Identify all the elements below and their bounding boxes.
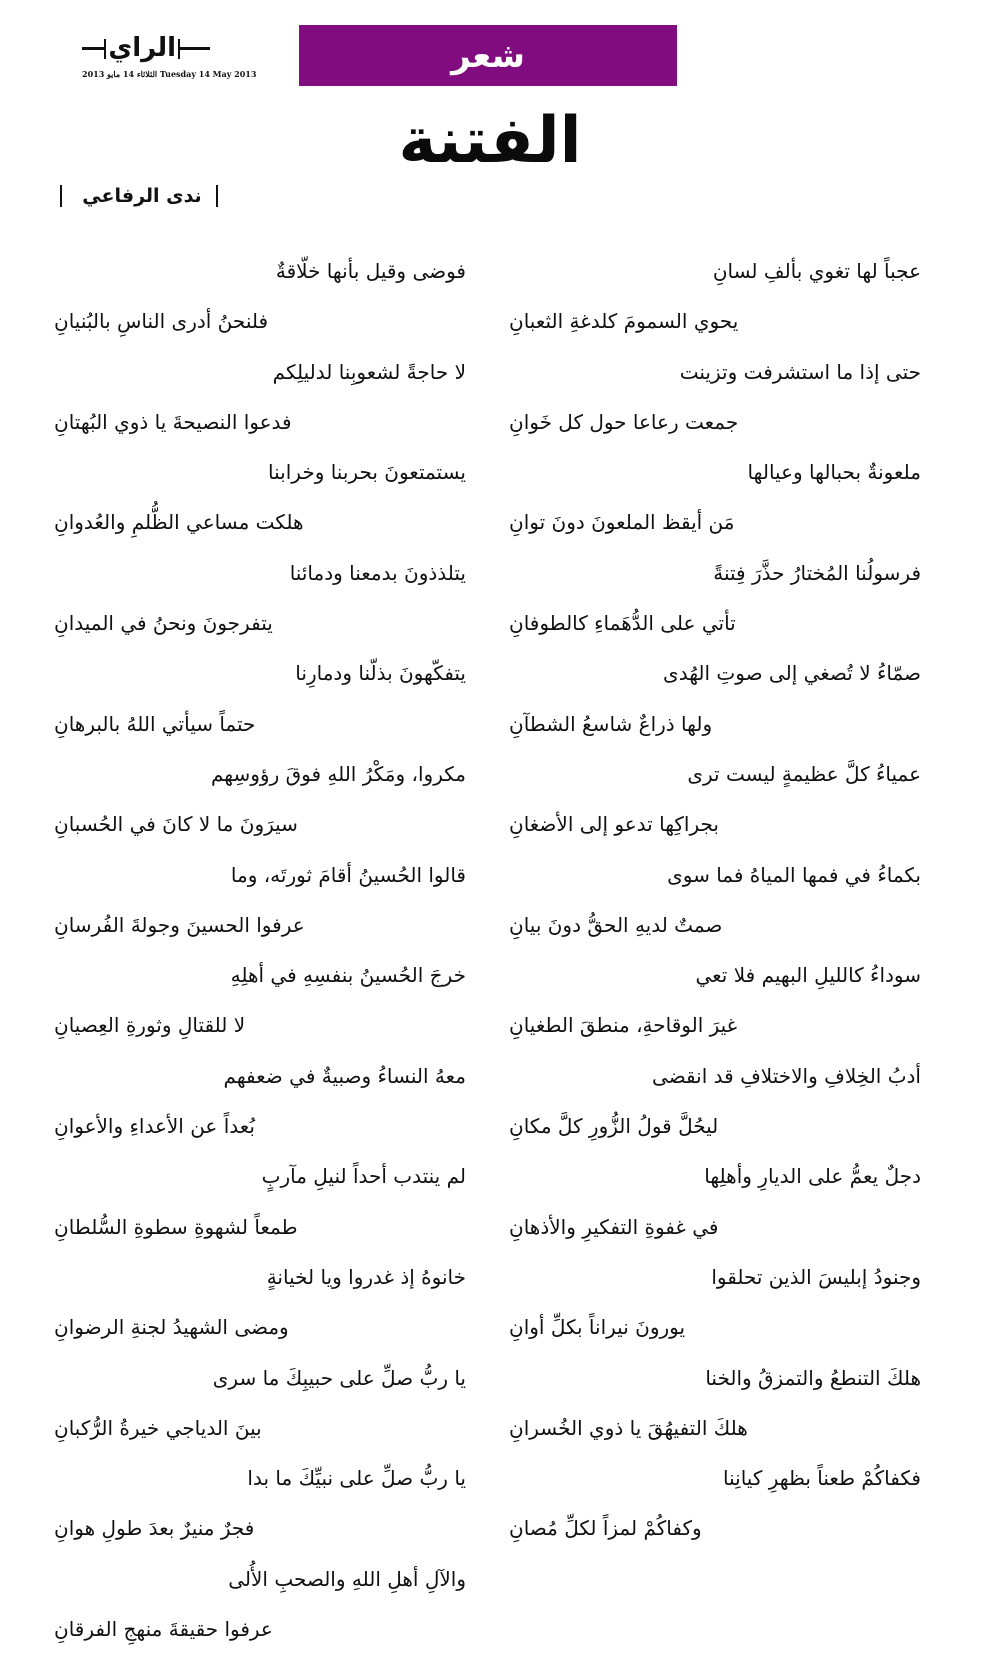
verse-line: لا حاجةً لشعوبِنا لدليلِكم <box>272 359 466 384</box>
author-name: ندى الرفاعي <box>82 185 202 207</box>
verse-line: خانوهُ إذ غدروا ويا لخيانةٍ <box>266 1264 466 1289</box>
byline-bar-right <box>216 185 218 207</box>
masthead-rule-right <box>180 47 210 50</box>
verse-line: بينَ الدياجي خيرةُ الرُّكبانِ <box>54 1415 262 1440</box>
verse-line: بُعداً عن الأعداءِ والأعوانِ <box>54 1114 255 1139</box>
verse-line: خرجَ الحُسينُ بنفسِهِ في أهلِهِ <box>230 963 466 988</box>
section-banner: شعر <box>299 25 677 86</box>
verse-line: يورونَ نيراناً بكلِّ أوانِ <box>509 1315 686 1340</box>
verse-line: قالوا الحُسينُ أقامَ ثورتَه، وما <box>230 862 466 887</box>
verse-line: يتفكّهونَ بذلّنا ودمارِنا <box>295 661 466 686</box>
verse-line: هلكت مساعي الظُّلمِ والعُدوانِ <box>54 510 304 535</box>
verse-line: لا للقتالِ وثورةِ العِصيانِ <box>54 1013 246 1038</box>
verse-line: فجرٌ منيرٌ بعدَ طولِ هوانِ <box>54 1516 255 1541</box>
verse-line: فرسولُنا المُختارُ حذَّرَ فِتنةً <box>713 560 921 585</box>
verse-line: عمياءُ كلَّ عظيمةٍ ليست ترى <box>687 761 921 786</box>
verse-line: ولها ذراعٌ شاسعُ الشطآنِ <box>509 711 713 736</box>
verse-line: يا ربُّ صلِّ على نبيِّكَ ما بدا <box>247 1466 466 1491</box>
verse-line: فكفاكُمْ طعناً بظهرِ كيانِنا <box>723 1466 921 1491</box>
verse-line: فوضى وقيل بأنها خلّاقةٌ <box>275 259 466 283</box>
verse-line: فدعوا النصيحةَ يا ذوي البُهتانِ <box>54 409 292 434</box>
verse-line: عرفوا الحسينَ وجولةَ الفُرسانِ <box>54 912 305 937</box>
byline-bar-left <box>60 185 62 207</box>
verse-line: بجراكِها تدعو إلى الأضغانِ <box>509 812 719 837</box>
verse-line: عجباً لها تغوي بألفِ لسانِ <box>712 259 921 283</box>
verse-line: أدبُ الخِلافِ والاختلافِ قد انقضى <box>652 1063 921 1088</box>
verse-line: صمّاءُ لا تُصغي إلى صوتِ الهُدى <box>663 661 921 686</box>
poem-column-right <box>505 246 925 1554</box>
verse-line: مَن أيقظ الملعونَ دونَ توانِ <box>509 510 735 535</box>
verse-line: بكماءُ في فمها المياهُ فما سوى <box>667 862 921 887</box>
poem-title: الفتنة <box>398 104 582 178</box>
issue-date: الثلاثاء 14 مايو 2013 Tuesday 14 May 2013 <box>82 69 257 79</box>
newspaper-masthead <box>82 33 257 85</box>
verse-line: والآلِ أهلِ اللهِ والصحبِ الأُلى <box>228 1566 466 1591</box>
verse-line: يستمتعونَ بحربنا وخرابنا <box>268 460 466 485</box>
verse-line: في غفوةِ التفكيرِ والأذهانِ <box>509 1214 719 1239</box>
byline <box>58 183 228 209</box>
masthead-tick-left <box>104 39 106 59</box>
verse-line: مكروا، ومَكْرُ اللهِ فوقَ رؤوسِهم <box>210 761 466 786</box>
verse-line: يا ربُّ صلِّ على حبيبِكَ ما سرى <box>212 1365 466 1390</box>
verse-line: دجلٌ يعمُّ على الديارِ وأهلِها <box>704 1164 921 1189</box>
verse-line: غيرَ الوقاحةِ، منطقَ الطغيانِ <box>509 1013 738 1038</box>
verse-line: ملعونةٌ بحبالها وعيالها <box>747 460 921 485</box>
verse-line: تأتي على الدُّهَماءِ كالطوفانِ <box>509 611 736 636</box>
verse-line: فلنحنُ أدرى الناسِ بالبُنيانِ <box>54 309 269 334</box>
verse-line: سوداءُ كالليلِ البهيم فلا تعي <box>695 963 921 988</box>
verse-line: يتفرجونَ ونحنُ في الميدانِ <box>54 611 273 636</box>
masthead-rule-left <box>82 47 104 50</box>
verse-line: صمتٌ لديهِ الحقُّ دونَ بيانِ <box>509 912 723 937</box>
verse-line: ومضى الشهيدُ لجنةِ الرضوانِ <box>54 1315 289 1340</box>
verse-line: لم ينتدب أحداً لنيلِ مآربٍ <box>261 1164 466 1189</box>
verse-line: وكفاكُمْ لمزاً لكلِّ مُصانِ <box>509 1516 702 1541</box>
newspaper-logo: الراي <box>108 33 176 63</box>
verse-line: طمعاً لشهوةِ سطوةِ السُّلطانِ <box>54 1214 298 1239</box>
verse-line: ليحُلَّ قولُ الزُّورِ كلَّ مكانِ <box>509 1114 719 1139</box>
verse-line: معهُ النساءُ وصبيةٌ في ضعفهم <box>223 1063 466 1088</box>
verse-line: هلكَ التفيهُقَ يا ذوي الخُسرانِ <box>509 1415 748 1440</box>
verse-line: حتماً سيأتي اللهُ بالبرهانِ <box>54 711 256 736</box>
verse-line: يتلذذونَ بدمعنا ودمائنا <box>289 560 466 585</box>
verse-line: وجنودُ إبليسَ الذين تحلقوا <box>711 1264 921 1289</box>
poem-column-left <box>50 246 470 1654</box>
verse-line: جمعت رعاعا حول كل خَوانِ <box>509 409 739 434</box>
verse-line: عرفوا حقيقةَ منهجِ الفرقانِ <box>54 1617 273 1642</box>
verse-line: سيرَونَ ما لا كانَ في الحُسبانِ <box>54 812 298 837</box>
verse-line: يحوي السمومَ كلدغةِ الثعبانِ <box>509 309 739 334</box>
verse-line: حتى إذا ما استشرفت وتزينت <box>679 359 921 384</box>
verse-line: هلكَ التنطعُ والتمزقُ والخنا <box>705 1365 921 1390</box>
